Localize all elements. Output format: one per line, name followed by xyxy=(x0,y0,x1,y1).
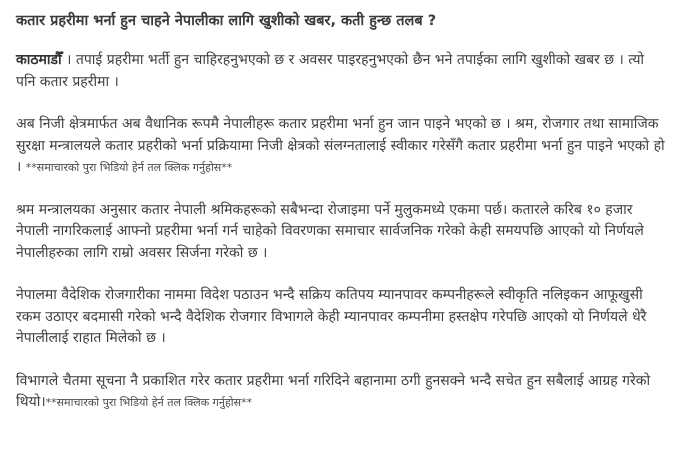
article-paragraph xyxy=(16,50,667,93)
video-note: **समाचारको पुरा भिडियो हेर्न तल क्लिक गर्नुहोस** xyxy=(25,161,233,174)
article-title: कतार प्रहरीमा भर्ना हुन चाहने नेपालीका लागि खुशीको खबर, कती हुन्छ तलब ? xyxy=(16,13,437,29)
paragraph-text: विभागले चैतमा सूचना नै प्रकाशित गरेर कतार प्रहरीमा भर्ना गरिदिने बहानामा ठगी हुनसक्ने भन्दै सचेत हुन सबैलाई आग्रह गरेको थियो। xyxy=(16,372,651,410)
dateline: काठमाडौँ xyxy=(16,52,62,68)
paragraph-text: नेपालमा वैदेशिक रोजगारीका नाममा विदेश पठाउन भन्दै सक्रिय कतिपय म्यानपावर कम्पनीहरूले स्वीकृति नलिइकन आफूखुसी रकम उठाएर बदमासी गरेको भन्दै वैदेशिक रोजगार विभागले केही म्यानपावर कम्पनीमा हस्तक्षेप गरेपछि आएको यो निर्णयले धेरै नेपालीलाई राहात मिलेको छ । xyxy=(16,287,647,346)
article-paragraph xyxy=(16,114,667,179)
video-note: **समाचारको पुरा भिडियो हेर्न तल क्लिक गर्नुहोस** xyxy=(45,396,253,409)
paragraph-text: श्रम मन्त्रालयका अनुसार कतार नेपाली श्रमिकहरूको सबैभन्दा रोजाइमा पर्ने मुलुकमध्ये एकमा पर्छ। कतारले करिब १० हजार नेपाली नागरिकलाई आफ्नो प्रहरीमा भर्ना गर्न चाहेको विवरणका समाचार सार्वजनिक गरेको केही समयपछि आएको यो निर्णयले नेपालीहरुका लागि राम्रो अवसर सिर्जना गरेको छ । xyxy=(16,201,644,261)
paragraph-text: अब निजी क्षेत्रमार्फत अब वैधानिक रूपमै नेपालीहरू कतार प्रहरीमा भर्ना हुन जान पाइने भएको छ । श्रम, रोजगार तथा सामाजिक सुरक्षा मन्त्रालयले कतार प्रहरीको भर्ना प्रक्रियामा निजी क्षेत्रको संलग्नतालाई स्वीकार गरेसँगै कतार प्रहरीमा भर्ना हुन पाइने भएको हो । xyxy=(16,116,665,175)
article-paragraph xyxy=(16,371,667,414)
paragraph-text: । तपाई प्रहरीमा भर्ती हुन चाहिरहनुभएको छ र अवसर पाइरहनुभएको छैन भने तपाईका लागि खुशीको खबर छ । त्यो पनि कतार प्रहरीमा । xyxy=(16,52,645,90)
article-paragraph xyxy=(16,200,667,265)
article-paragraph xyxy=(16,285,667,350)
